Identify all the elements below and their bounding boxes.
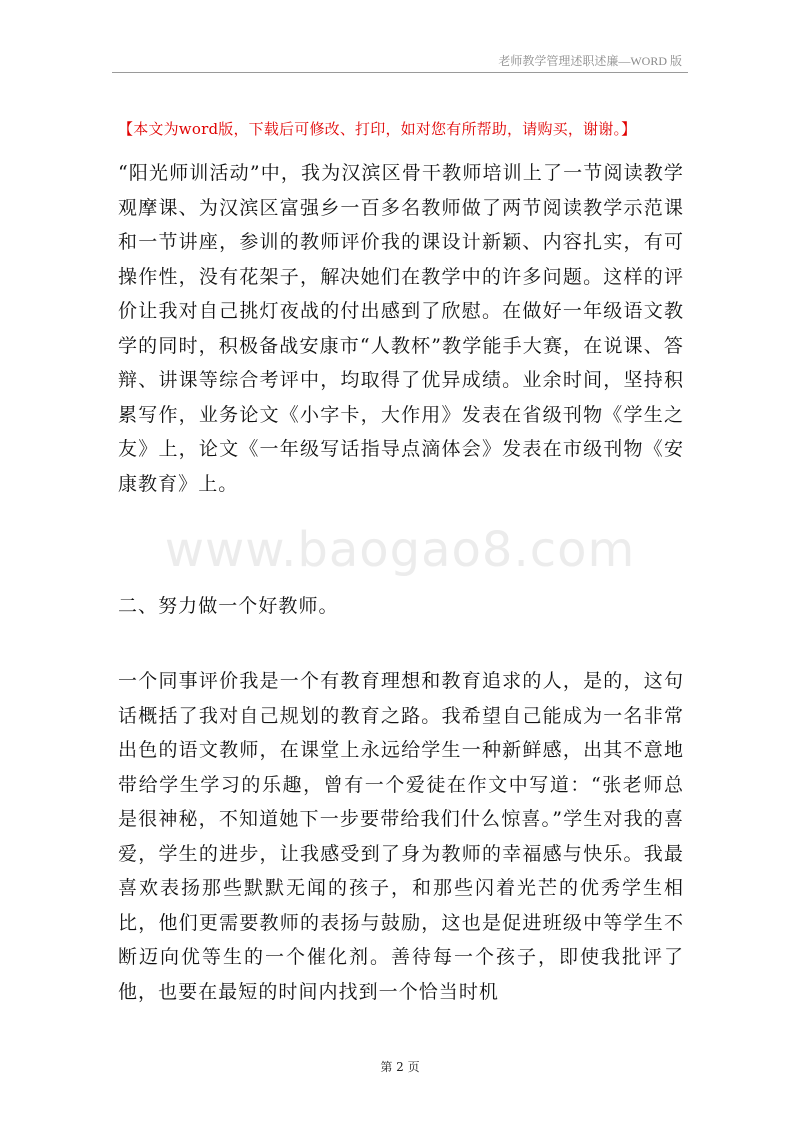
header-divider xyxy=(112,72,688,73)
page-header-title: 老师教学管理述职述廉—WORD 版 xyxy=(498,54,682,68)
section-heading-2: 二、努力做一个好教师。 xyxy=(118,595,339,617)
body-paragraph-1: “阳光师训活动”中，我为汉滨区骨干教师培训上了一节阅读教学观摩课、为汉滨区富强乡一百多名教师做了两节阅读教学示范课和一节讲座，参训的教师评价我的课设计新颖、内容扎实，有可操作性，没有花架子，解决她们在教学中的许多问题。这样的评价让我对自己挑灯夜战的付出感到了欣慰。在做好一年级语文教学的同时，积极备战安康市“人教杯”教学能手大赛，在说课、答辩、讲课等综合考评中，均取得了优异成绩。业余时间，坚持积累写作，业务论文《小字卡，大作用》发表在省级刊物《学生之友》上，论文《一年级写话指导点滴体会》发表在市级刊物《安康教育》上。 xyxy=(118,162,684,495)
body-paragraph-2: 一个同事评价我是一个有教育理想和教育追求的人，是的，这句话概括了我对自己规划的教育之路。我希望自己能成为一名非常出色的语文教师，在课堂上永远给学生一种新鲜感，出其不意地带给学生学习的乐趣，曾有一个爱徒在作文中写道：“张老师总是很神秘，不知道她下一步要带给我们什么惊喜。”学生对我的喜爱，学生的进步，让我感受到了身为教师的幸福感与快乐。我最喜欢表扬那些默默无闻的孩子，和那些闪着光芒的优秀学生相比，他们更需要教师的表扬与鼓励，这也是促进班级中等学生不断迈向优等生的一个催化剂。善待每一个孩子，即使我批评了他，也要在最短的时间内找到一个恰当时机 xyxy=(118,670,684,1003)
site-watermark: www.baogao8.com xyxy=(164,522,636,578)
page-number: 第 2 页 xyxy=(380,1060,420,1074)
download-notice: 【本文为word版，下载后可修改、打印，如对您有所帮助，请购买，谢谢。】 xyxy=(118,120,637,138)
